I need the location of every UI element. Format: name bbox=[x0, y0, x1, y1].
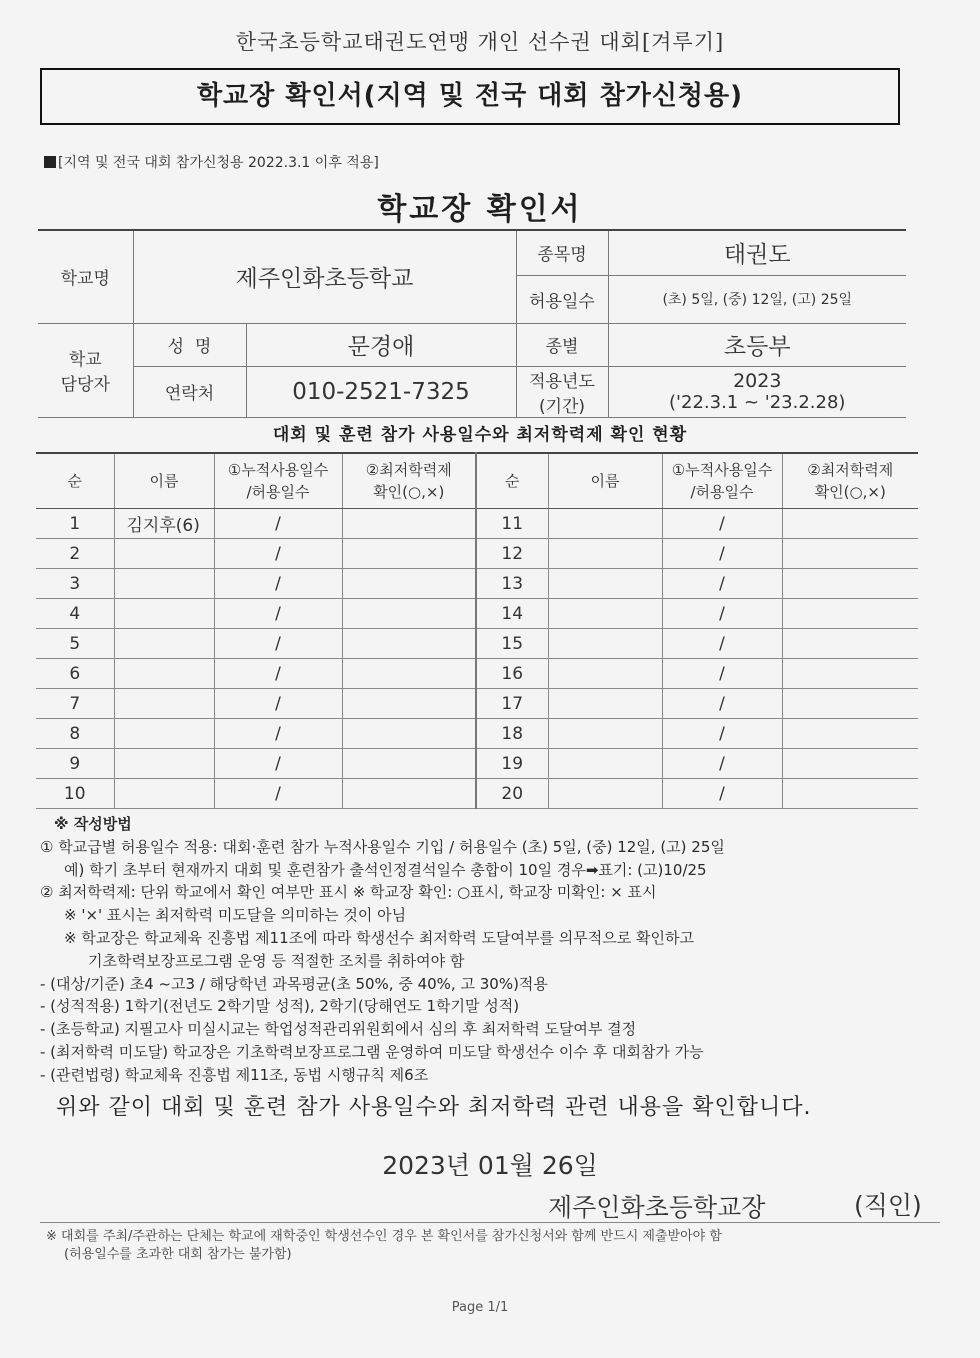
method-line: ※ 학교장은 학교체육 진흥법 제11조에 따라 학생선수 최저학력 도달여부를 의무적으로 확인하고 bbox=[64, 928, 694, 947]
row-grade bbox=[342, 569, 476, 599]
row-days: / bbox=[214, 629, 342, 659]
row-grade-right bbox=[782, 749, 918, 779]
manager-label bbox=[38, 323, 133, 417]
row-grade-right bbox=[782, 689, 918, 719]
table-row bbox=[36, 509, 918, 539]
col-header-days-right-line1: ①누적사용일수 bbox=[671, 461, 773, 479]
row-days: / bbox=[214, 749, 342, 779]
manager-label-line1: 학교 bbox=[68, 350, 102, 370]
row-grade bbox=[342, 689, 476, 719]
row-name-right bbox=[548, 689, 662, 719]
square-bullet-icon bbox=[44, 156, 56, 168]
division-value: 초등부 bbox=[608, 323, 906, 366]
row-name-right bbox=[548, 539, 662, 569]
table-row bbox=[36, 779, 918, 809]
row-days: / bbox=[214, 599, 342, 629]
row-days-right: / bbox=[662, 779, 782, 809]
row-grade bbox=[342, 539, 476, 569]
row-grade-right bbox=[782, 629, 918, 659]
row-name bbox=[114, 749, 214, 779]
row-no: 3 bbox=[36, 569, 114, 599]
row-name-right bbox=[548, 719, 662, 749]
col-header-grade-line1: ②최저학력제 bbox=[365, 461, 452, 479]
row-grade-right bbox=[782, 509, 918, 539]
row-name bbox=[114, 659, 214, 689]
confirmation-statement: 위와 같이 대회 및 훈련 참가 사용일수와 최저학력 관련 내용을 확인합니다. bbox=[56, 1095, 812, 1120]
top-note-text: [지역 및 전국 대회 참가신청용 2022.3.1 이후 적용] bbox=[58, 155, 379, 171]
row-no-right: 16 bbox=[476, 659, 548, 689]
row-grade-right bbox=[782, 539, 918, 569]
row-days-right: / bbox=[662, 689, 782, 719]
row-grade bbox=[342, 779, 476, 809]
row-name-right bbox=[548, 749, 662, 779]
methods-heading: ※ 작성방법 bbox=[54, 815, 132, 833]
document-title: 학교장 확인서 bbox=[377, 192, 583, 227]
row-grade-right bbox=[782, 599, 918, 629]
row-no-right: 17 bbox=[476, 689, 548, 719]
row-no-right: 20 bbox=[476, 779, 548, 809]
year-label-line1: 적용년도 bbox=[529, 371, 595, 392]
period-value: ('22.3.1 ~ '23.2.28) bbox=[669, 392, 846, 413]
event-value: 태권도 bbox=[608, 230, 906, 275]
row-days: / bbox=[214, 719, 342, 749]
table-row bbox=[36, 749, 918, 779]
row-no: 10 bbox=[36, 779, 114, 809]
table-row bbox=[36, 629, 918, 659]
contact-value: 010-2521-7325 bbox=[246, 366, 516, 417]
row-name bbox=[114, 779, 214, 809]
col-header-no-right: 순 bbox=[476, 453, 548, 509]
method-line: ※ '×' 표시는 최저학력 미도달을 의미하는 것이 아님 bbox=[64, 906, 407, 925]
official-seal: (직인) bbox=[854, 1191, 922, 1220]
row-days: / bbox=[214, 659, 342, 689]
col-header-grade-line2: 확인(○,×) bbox=[373, 483, 445, 501]
row-no-right: 18 bbox=[476, 719, 548, 749]
row-grade-right bbox=[782, 569, 918, 599]
col-header-days bbox=[214, 453, 342, 509]
row-no: 6 bbox=[36, 659, 114, 689]
col-header-grade-right-line1: ②최저학력제 bbox=[807, 461, 894, 479]
row-name-right bbox=[548, 599, 662, 629]
row-days-right: / bbox=[662, 749, 782, 779]
row-grade-right bbox=[782, 779, 918, 809]
row-name-right bbox=[548, 779, 662, 809]
footnote-line1: ※ 대회를 주최/주관하는 단체는 학교에 재학중인 학생선수인 경우 본 확인서를 참가신청서와 함께 반드시 제출받아야 함 bbox=[46, 1229, 722, 1244]
col-header-days-right-line2: /허용일수 bbox=[690, 483, 754, 501]
title-box: 학교장 확인서(지역 및 전국 대회 참가신청용) bbox=[40, 68, 900, 125]
row-days: / bbox=[214, 539, 342, 569]
table-row bbox=[36, 719, 918, 749]
contact-label: 연락처 bbox=[133, 366, 246, 417]
row-name bbox=[114, 539, 214, 569]
row-no-right: 11 bbox=[476, 509, 548, 539]
row-days: / bbox=[214, 689, 342, 719]
table-row bbox=[36, 659, 918, 689]
col-header-days-line2: /허용일수 bbox=[246, 483, 310, 501]
row-no-right: 13 bbox=[476, 569, 548, 599]
table-row bbox=[36, 569, 918, 599]
row-grade-right bbox=[782, 659, 918, 689]
org-title: 한국초등학교태권도연맹 개인 선수권 대회[겨루기] bbox=[235, 30, 725, 54]
row-name bbox=[114, 719, 214, 749]
row-grade bbox=[342, 659, 476, 689]
col-header-days-right bbox=[662, 453, 782, 509]
year-label-line2: (기간) bbox=[538, 396, 586, 417]
row-days-right: / bbox=[662, 509, 782, 539]
row-no: 4 bbox=[36, 599, 114, 629]
allowed-days-value: (초) 5일, (중) 12일, (고) 25일 bbox=[608, 275, 906, 323]
row-no-right: 19 bbox=[476, 749, 548, 779]
row-days-right: / bbox=[662, 719, 782, 749]
row-no-right: 12 bbox=[476, 539, 548, 569]
row-no: 7 bbox=[36, 689, 114, 719]
row-days: / bbox=[214, 509, 342, 539]
top-note bbox=[44, 152, 379, 172]
row-name bbox=[114, 569, 214, 599]
row-name bbox=[114, 599, 214, 629]
row-no: 5 bbox=[36, 629, 114, 659]
row-grade bbox=[342, 629, 476, 659]
col-header-no: 순 bbox=[36, 453, 114, 509]
row-grade bbox=[342, 509, 476, 539]
row-no: 2 bbox=[36, 539, 114, 569]
row-grade-right bbox=[782, 719, 918, 749]
row-name-right bbox=[548, 509, 662, 539]
year-label bbox=[516, 366, 608, 417]
principal-signature: 제주인화초등학교장 bbox=[548, 1193, 766, 1222]
method-line: - (관련법령) 학교체육 진흥법 제11조, 동법 시행규칙 제6조 bbox=[40, 1065, 429, 1084]
row-no: 9 bbox=[36, 749, 114, 779]
name-label: 성 명 bbox=[133, 323, 246, 366]
row-grade bbox=[342, 719, 476, 749]
row-days-right: / bbox=[662, 629, 782, 659]
method-line: - (성적적용) 1학기(전년도 2학기말 성적), 2학기(당해연도 1학기말 성적) bbox=[40, 997, 520, 1016]
school-name: 제주인화초등학교 bbox=[133, 230, 516, 323]
manager-label-line2: 담당자 bbox=[60, 375, 110, 395]
row-days-right: / bbox=[662, 569, 782, 599]
method-line: 기초학력보장프로그램 운영 등 적절한 조치를 취하여야 함 bbox=[88, 951, 465, 970]
row-no-right: 15 bbox=[476, 629, 548, 659]
method-line: 예) 학기 초부터 현재까지 대회 및 훈련참가 출석인정결석일수 총합이 10일 경우➡표기: (고)10/25 bbox=[64, 860, 707, 879]
col-header-grade-right-line2: 확인(○,×) bbox=[814, 483, 886, 501]
row-grade bbox=[342, 749, 476, 779]
method-line: ② 최저학력제: 단위 학교에서 확인 여부만 표시 ※ 학교장 확인: ○표시, 학교장 미확인: × 표시 bbox=[40, 883, 657, 902]
col-header-grade bbox=[342, 453, 476, 509]
row-name-right bbox=[548, 629, 662, 659]
division-label: 종별 bbox=[516, 323, 608, 366]
row-name bbox=[114, 689, 214, 719]
info-table bbox=[38, 229, 906, 418]
method-line: ① 학교급별 허용일수 적용: 대회·훈련 참가 누적사용일수 기입 / 허용일수 (초) 5일, (중) 12일, (고) 25일 bbox=[40, 837, 725, 856]
row-name bbox=[114, 629, 214, 659]
table-row bbox=[36, 599, 918, 629]
writing-methods bbox=[40, 813, 920, 1087]
footnote-line2: (허용일수를 초과한 대회 참가는 불가함) bbox=[64, 1247, 292, 1262]
event-label: 종목명 bbox=[516, 230, 608, 275]
method-line: - (최저학력 미도달) 학교장은 기초학력보장프로그램 운영하여 미도달 학생선수 이수 후 대회참가 가능 bbox=[40, 1042, 704, 1061]
method-line: - (초등학교) 지필고사 미실시교는 학업성적관리위원회에서 심의 후 최저학력 도달여부 결정 bbox=[40, 1020, 637, 1039]
col-header-days-line1: ①누적사용일수 bbox=[227, 461, 329, 479]
row-grade bbox=[342, 599, 476, 629]
row-name: 김지후(6) bbox=[114, 509, 214, 539]
row-name-right bbox=[548, 659, 662, 689]
row-days: / bbox=[214, 569, 342, 599]
row-days-right: / bbox=[662, 659, 782, 689]
status-table bbox=[36, 452, 918, 809]
row-days: / bbox=[214, 779, 342, 809]
table-row bbox=[36, 689, 918, 719]
row-days-right: / bbox=[662, 599, 782, 629]
col-header-name-right: 이름 bbox=[548, 453, 662, 509]
divider-line bbox=[40, 1222, 940, 1223]
issue-date: 2023년 01월 26일 bbox=[382, 1151, 598, 1180]
school-label: 학교명 bbox=[38, 230, 133, 323]
row-name-right bbox=[548, 569, 662, 599]
method-line: - (대상/기준) 초4 ~고3 / 해당학년 과목평균(초 50%, 중 40%, 고 30%)적용 bbox=[40, 974, 548, 993]
row-days-right: / bbox=[662, 539, 782, 569]
table-row bbox=[36, 539, 918, 569]
year-cell bbox=[608, 366, 906, 417]
year-value: 2023 bbox=[733, 370, 782, 392]
page-number: Page 1/1 bbox=[451, 1300, 509, 1315]
footnote bbox=[46, 1228, 722, 1264]
row-no: 8 bbox=[36, 719, 114, 749]
col-header-grade-right bbox=[782, 453, 918, 509]
manager-name: 문경애 bbox=[246, 323, 516, 366]
section-title: 대회 및 훈련 참가 사용일수와 최저학력제 확인 현황 bbox=[272, 425, 688, 445]
row-no: 1 bbox=[36, 509, 114, 539]
allowed-days-label: 허용일수 bbox=[516, 275, 608, 323]
row-no-right: 14 bbox=[476, 599, 548, 629]
col-header-name: 이름 bbox=[114, 453, 214, 509]
